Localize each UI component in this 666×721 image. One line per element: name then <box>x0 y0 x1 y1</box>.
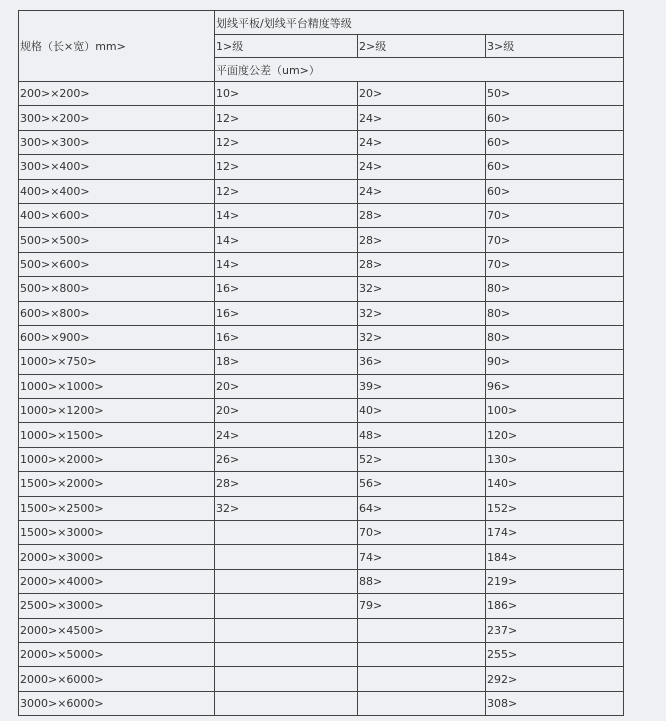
spec-cell: 2500>×3000> <box>19 594 215 618</box>
table-row <box>19 155 624 179</box>
precision-table <box>18 10 624 716</box>
spec-cell: 1000>×2000> <box>19 447 215 471</box>
grade-1-cell <box>215 642 358 666</box>
spec-cell: 1000>×750> <box>19 350 215 374</box>
grade-3-cell: 96> <box>486 374 624 398</box>
grade-3-cell: 60> <box>486 106 624 130</box>
spec-cell: 400>×400> <box>19 179 215 203</box>
grade-1-cell <box>215 618 358 642</box>
grade-2-cell: 28> <box>358 252 486 276</box>
grade-1-cell: 16> <box>215 325 358 349</box>
grade-1-cell: 14> <box>215 252 358 276</box>
grade-3-cell: 308> <box>486 691 624 715</box>
grade-2-cell: 52> <box>358 447 486 471</box>
grade-3-cell: 219> <box>486 569 624 593</box>
grade-1-cell <box>215 545 358 569</box>
grade-3-cell: 60> <box>486 155 624 179</box>
grade-3-cell: 90> <box>486 350 624 374</box>
spec-cell: 500>×600> <box>19 252 215 276</box>
spec-cell: 2000>×6000> <box>19 667 215 691</box>
spec-cell: 600>×800> <box>19 301 215 325</box>
grade-2-cell <box>358 618 486 642</box>
grade-3-cell: 292> <box>486 667 624 691</box>
grade-title: 划线平板/划线平台精度等级 <box>215 11 624 35</box>
grade-3-cell: 80> <box>486 301 624 325</box>
spec-header: 规格（长×宽）mm> <box>19 11 215 82</box>
grade-3-cell: 174> <box>486 521 624 545</box>
table-row <box>19 496 624 520</box>
grade-2-cell: 24> <box>358 106 486 130</box>
grade-1-cell: 18> <box>215 350 358 374</box>
spec-cell: 600>×900> <box>19 325 215 349</box>
grade-2-cell: 20> <box>358 82 486 106</box>
grade-3-cell: 237> <box>486 618 624 642</box>
grade-3-cell: 100> <box>486 399 624 423</box>
spec-cell: 1000>×1000> <box>19 374 215 398</box>
spec-cell: 500>×800> <box>19 277 215 301</box>
spec-cell: 1500>×3000> <box>19 521 215 545</box>
grade-1-cell <box>215 594 358 618</box>
grade-2-cell: 24> <box>358 155 486 179</box>
grade-1-cell <box>215 569 358 593</box>
grade-2-cell: 24> <box>358 179 486 203</box>
table-row <box>19 569 624 593</box>
grade-3-header: 3>级 <box>486 35 624 58</box>
grade-3-cell: 140> <box>486 472 624 496</box>
table-row <box>19 325 624 349</box>
grade-2-cell <box>358 642 486 666</box>
spec-cell: 1000>×1200> <box>19 399 215 423</box>
grade-2-cell: 24> <box>358 130 486 154</box>
spec-cell: 1500>×2500> <box>19 496 215 520</box>
grade-1-cell: 28> <box>215 472 358 496</box>
table-row <box>19 594 624 618</box>
spec-cell: 1500>×2000> <box>19 472 215 496</box>
spec-cell: 2000>×4000> <box>19 569 215 593</box>
grade-3-cell: 60> <box>486 179 624 203</box>
table-row <box>19 252 624 276</box>
spec-cell: 2000>×4500> <box>19 618 215 642</box>
grade-1-cell: 14> <box>215 228 358 252</box>
table-row <box>19 228 624 252</box>
grade-1-cell: 24> <box>215 423 358 447</box>
table-row <box>19 301 624 325</box>
grade-1-cell: 26> <box>215 447 358 471</box>
grade-2-cell: 28> <box>358 203 486 227</box>
grade-1-cell: 10> <box>215 82 358 106</box>
grade-2-cell: 70> <box>358 521 486 545</box>
grade-3-cell: 184> <box>486 545 624 569</box>
grade-1-cell: 12> <box>215 179 358 203</box>
spec-cell: 2000>×5000> <box>19 642 215 666</box>
table-row <box>19 447 624 471</box>
grade-1-cell: 12> <box>215 130 358 154</box>
table-row <box>19 667 624 691</box>
grade-3-cell: 70> <box>486 252 624 276</box>
grade-1-cell: 32> <box>215 496 358 520</box>
grade-2-cell: 36> <box>358 350 486 374</box>
spec-cell: 300>×300> <box>19 130 215 154</box>
grade-3-cell: 50> <box>486 82 624 106</box>
spec-cell: 400>×600> <box>19 203 215 227</box>
grade-2-header: 2>级 <box>358 35 486 58</box>
table-row <box>19 399 624 423</box>
grade-1-cell: 14> <box>215 203 358 227</box>
grade-2-cell: 56> <box>358 472 486 496</box>
spec-cell: 300>×200> <box>19 106 215 130</box>
grade-3-cell: 120> <box>486 423 624 447</box>
grade-2-cell: 28> <box>358 228 486 252</box>
grade-2-cell: 32> <box>358 277 486 301</box>
table-row <box>19 691 624 715</box>
grade-3-cell: 152> <box>486 496 624 520</box>
table-row <box>19 374 624 398</box>
grade-1-cell <box>215 667 358 691</box>
grade-3-cell: 80> <box>486 325 624 349</box>
tolerance-header: 平面度公差（um>） <box>215 58 624 82</box>
table-row <box>19 82 624 106</box>
grade-2-cell: 40> <box>358 399 486 423</box>
table-row <box>19 130 624 154</box>
grade-1-cell: 12> <box>215 106 358 130</box>
table-row <box>19 179 624 203</box>
grade-2-cell <box>358 691 486 715</box>
grade-2-cell: 32> <box>358 301 486 325</box>
grade-1-header: 1>级 <box>215 35 358 58</box>
spec-cell: 1000>×1500> <box>19 423 215 447</box>
grade-3-cell: 255> <box>486 642 624 666</box>
table-row <box>19 203 624 227</box>
spec-cell: 300>×400> <box>19 155 215 179</box>
table-row <box>19 521 624 545</box>
grade-1-cell: 16> <box>215 277 358 301</box>
grade-3-cell: 70> <box>486 203 624 227</box>
grade-1-cell: 20> <box>215 399 358 423</box>
grade-2-cell <box>358 667 486 691</box>
spec-cell: 3000>×6000> <box>19 691 215 715</box>
grade-1-cell <box>215 521 358 545</box>
spec-cell: 500>×500> <box>19 228 215 252</box>
grade-2-cell: 74> <box>358 545 486 569</box>
table-row <box>19 472 624 496</box>
table-row <box>19 423 624 447</box>
grade-2-cell: 48> <box>358 423 486 447</box>
table-row <box>19 277 624 301</box>
grade-2-cell: 88> <box>358 569 486 593</box>
grade-2-cell: 39> <box>358 374 486 398</box>
grade-3-cell: 70> <box>486 228 624 252</box>
grade-1-cell: 16> <box>215 301 358 325</box>
table-row <box>19 545 624 569</box>
grade-3-cell: 186> <box>486 594 624 618</box>
grade-3-cell: 60> <box>486 130 624 154</box>
table-row <box>19 618 624 642</box>
grade-1-cell <box>215 691 358 715</box>
grade-1-cell: 20> <box>215 374 358 398</box>
grade-1-cell: 12> <box>215 155 358 179</box>
grade-3-cell: 130> <box>486 447 624 471</box>
spec-cell: 2000>×3000> <box>19 545 215 569</box>
spec-cell: 200>×200> <box>19 82 215 106</box>
grade-2-cell: 32> <box>358 325 486 349</box>
grade-2-cell: 64> <box>358 496 486 520</box>
table-row <box>19 350 624 374</box>
table-row <box>19 106 624 130</box>
grade-3-cell: 80> <box>486 277 624 301</box>
grade-2-cell: 79> <box>358 594 486 618</box>
table-row <box>19 642 624 666</box>
